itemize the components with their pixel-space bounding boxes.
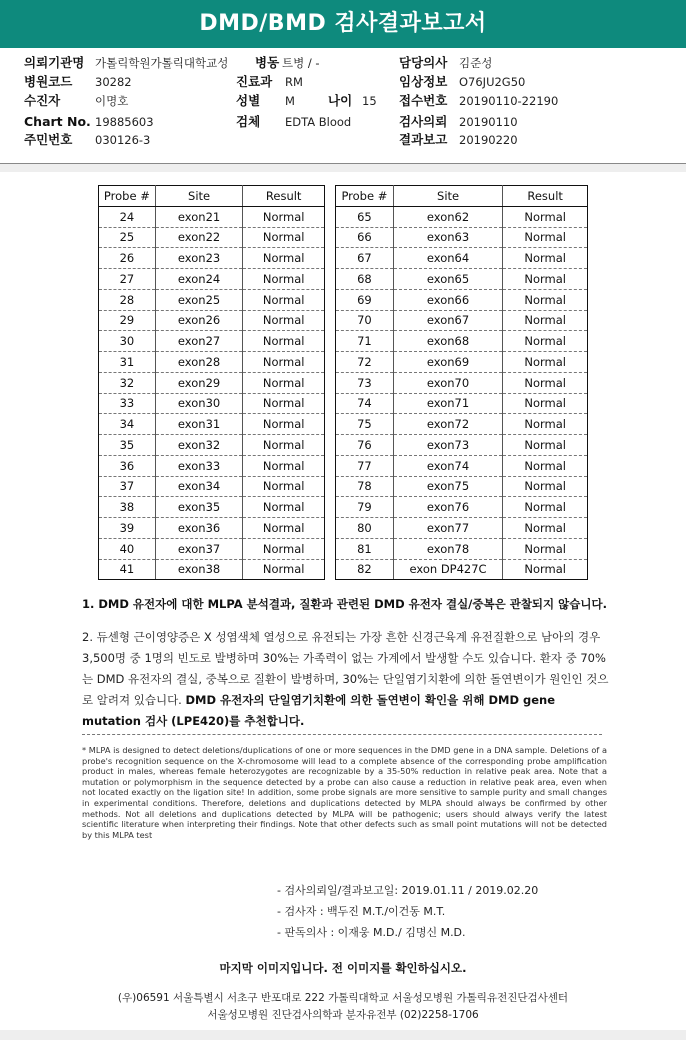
cell-probe: 78: [336, 476, 394, 497]
patient-value: 이명호: [95, 94, 129, 108]
cell-site: exon38: [155, 559, 243, 580]
cell-probe: 69: [336, 289, 394, 310]
table-header-row: [336, 186, 588, 207]
specimen-value: EDTA Blood: [285, 115, 352, 129]
cell-probe: 36: [99, 455, 156, 476]
cell-result: Normal: [503, 518, 588, 539]
cell-probe: 77: [336, 455, 394, 476]
table-row: [336, 455, 588, 476]
table-row: [99, 455, 325, 476]
cell-probe: 70: [336, 310, 394, 331]
cell-result: Normal: [503, 310, 588, 331]
interpretation-text: 2. 듀센형 근이영양증은 X 성염색체 열성으로 유전되는 가장 흔한 신경근육계 유전질환으로 남아의 경우 3,500명 중 1명의 빈도로 발병하며 30%는 가족력이 없는 가계에서 발생할 수도 있습니다. 환자 중 70%는 DMD 유전자의 결실, 중복으로 질환이 발병하며, 30%는 단일염기치환에 의한 돌연변이가 원인인 것으로 알려져 있습니다.: [82, 630, 609, 707]
cell-site: exon24: [155, 269, 243, 290]
address-line-2: 서울성모병원 진단검사의학과 분자유전부 (02)2258-1706: [207, 1009, 479, 1021]
cell-site: exon65: [393, 269, 503, 290]
cell-probe: 31: [99, 352, 156, 373]
cell-result: Normal: [243, 538, 325, 559]
cell-result: Normal: [503, 476, 588, 497]
info-row-5: [0, 130, 686, 150]
cell-site: exon33: [155, 455, 243, 476]
cell-probe: 66: [336, 227, 394, 248]
table-row: [336, 497, 588, 518]
conclusion-note: 1. DMD 유전자에 대한 MLPA 분석결과, 질환과 관련된 DMD 유전자 결실/중복은 관찰되지 않습니다.: [82, 597, 607, 611]
mlpa-disclaimer: * MLPA is designed to detect deletions/duplications of one or more sequences in the DMD gene in a DNA sample. Deletions of a probe's recognition sequence on the X-chromosome will lead to a complete absence of the corresponding probe amplification product in males, whereas female heterozygotes are recognizable by a 35-50% reduction in relative peak area. Note that a mutation or polymorphism in the sequence detected by a probe can also cause a reduction in relative peak area, even when not located exactly on the ligation site! In addition, some probe signals are more sensitive to sample purity and small changes in experimental conditions. Therefore, deletions and duplications detected by MLPA should always be confirmed by other methods. Not all deletions and duplications detected by MLPA will be pathogenic; users should always verify the latest scientific literature when interpreting their findings. Note that other defects such as small point mutations will not be detected by this MLPA test: [82, 745, 607, 840]
institution-value: 가톨릭학원가톨릭대학교성: [95, 56, 229, 70]
cell-site: exon74: [393, 455, 503, 476]
dashed-divider: [82, 734, 602, 735]
cell-site: exon34: [155, 476, 243, 497]
hospital-code-label: 병원코드: [24, 74, 73, 89]
cell-result: Normal: [503, 497, 588, 518]
table-row: [99, 518, 325, 539]
cell-site: exon37: [155, 538, 243, 559]
cell-probe: 76: [336, 435, 394, 456]
table-row: [336, 331, 588, 352]
cell-probe: 28: [99, 289, 156, 310]
table-row: [336, 393, 588, 414]
table-row: [99, 248, 325, 269]
technicians: - 검사자 : 백두진 M.T./이건동 M.T.: [277, 905, 446, 918]
cell-probe: 75: [336, 414, 394, 435]
reading-doctors: - 판독의사 : 이재웅 M.D./ 김명신 M.D.: [277, 926, 466, 939]
cell-site: exon30: [155, 393, 243, 414]
cell-probe: 26: [99, 248, 156, 269]
recommendation-text: DMD 유전자의 단일염기치환에 의한 돌연변이 확인을 위해 DMD gene mutation 검사 (LPE420)를 추천합니다.: [82, 693, 556, 728]
cell-result: Normal: [503, 455, 588, 476]
cell-result: Normal: [243, 310, 325, 331]
cell-result: Normal: [503, 227, 588, 248]
cell-probe: 71: [336, 331, 394, 352]
cell-result: Normal: [503, 248, 588, 269]
info-row-2: [0, 72, 686, 92]
separator-band: [0, 164, 686, 172]
table-row: [99, 393, 325, 414]
table-row: [99, 372, 325, 393]
cell-site: exon71: [393, 393, 503, 414]
probe-table-left-body: [99, 206, 325, 580]
cell-result: Normal: [243, 248, 325, 269]
table-row: [99, 497, 325, 518]
table-row: [336, 414, 588, 435]
cell-result: Normal: [243, 455, 325, 476]
info-row-1: [0, 53, 686, 73]
table-row: [336, 559, 588, 580]
interpretation-note: [82, 627, 612, 732]
table-row: [336, 372, 588, 393]
table-row: [336, 248, 588, 269]
cell-result: Normal: [243, 331, 325, 352]
table-row: [336, 352, 588, 373]
clinical-value: O76JU2G50: [459, 75, 526, 89]
request-label: 검사의뢰: [399, 114, 448, 129]
cell-site: exon66: [393, 289, 503, 310]
doctor-label: 담당의사: [399, 55, 448, 70]
cell-site: exon70: [393, 372, 503, 393]
age-value: 15: [362, 94, 377, 108]
receipt-value: 20190110-22190: [459, 94, 559, 108]
header-probe: Probe #: [336, 186, 394, 207]
cell-probe: 33: [99, 393, 156, 414]
ward-label: 병동: [255, 55, 280, 70]
table-row: [99, 538, 325, 559]
cell-probe: 68: [336, 269, 394, 290]
probe-table-right-body: [336, 206, 588, 580]
table-header-row: [99, 186, 325, 207]
table-row: [99, 559, 325, 580]
cell-site: exon36: [155, 518, 243, 539]
table-row: [336, 435, 588, 456]
table-row: [336, 538, 588, 559]
cell-result: Normal: [243, 289, 325, 310]
table-row: [99, 435, 325, 456]
cell-probe: 29: [99, 310, 156, 331]
cell-site: exon77: [393, 518, 503, 539]
cell-probe: 74: [336, 393, 394, 414]
cell-site: exon63: [393, 227, 503, 248]
cell-site: exon26: [155, 310, 243, 331]
report-title: DMD/BMD 검사결과보고서: [0, 0, 686, 48]
cell-result: Normal: [243, 559, 325, 580]
address-line-1: (우)06591 서울특별시 서초구 반포대로 222 가톨릭대학교 서울성모병원 가톨릭유전진단검사센터: [117, 992, 569, 1004]
cell-site: exon73: [393, 435, 503, 456]
cell-probe: 34: [99, 414, 156, 435]
cell-probe: 38: [99, 497, 156, 518]
cell-probe: 79: [336, 497, 394, 518]
cell-site: exon35: [155, 497, 243, 518]
doctor-value: 김준성: [459, 56, 493, 70]
institution-label: 의뢰기관명: [24, 55, 85, 70]
table-row: [99, 269, 325, 290]
header-site: Site: [155, 186, 243, 207]
cell-site: exon75: [393, 476, 503, 497]
cell-site: exon28: [155, 352, 243, 373]
report-value: 20190220: [459, 133, 518, 147]
table-row: [336, 227, 588, 248]
header-site: Site: [393, 186, 503, 207]
cell-probe: 25: [99, 227, 156, 248]
chart-value: 19885603: [95, 115, 154, 129]
request-value: 20190110: [459, 115, 518, 129]
dept-label: 진료과: [236, 74, 273, 89]
cell-result: Normal: [503, 269, 588, 290]
cell-result: Normal: [243, 372, 325, 393]
cell-site: exon69: [393, 352, 503, 373]
chart-label: Chart No.: [24, 114, 91, 129]
probe-table-right: [335, 185, 588, 580]
report-label: 결과보고: [399, 132, 448, 147]
cell-probe: 27: [99, 269, 156, 290]
cell-result: Normal: [503, 206, 588, 227]
cell-result: Normal: [243, 269, 325, 290]
cell-probe: 41: [99, 559, 156, 580]
cell-probe: 82: [336, 559, 394, 580]
table-row: [99, 206, 325, 227]
cell-site: exon76: [393, 497, 503, 518]
cell-result: Normal: [243, 206, 325, 227]
sex-label: 성별: [236, 93, 261, 108]
cell-probe: 72: [336, 352, 394, 373]
header-probe: Probe #: [99, 186, 156, 207]
specimen-label: 검체: [236, 114, 261, 129]
cell-site: exon78: [393, 538, 503, 559]
info-row-3: [0, 91, 686, 111]
cell-result: Normal: [503, 559, 588, 580]
cell-site: exon21: [155, 206, 243, 227]
cell-site: exon25: [155, 289, 243, 310]
table-row: [99, 289, 325, 310]
clinical-label: 임상정보: [399, 74, 448, 89]
cell-probe: 30: [99, 331, 156, 352]
cell-probe: 80: [336, 518, 394, 539]
cell-result: Normal: [503, 538, 588, 559]
cell-probe: 24: [99, 206, 156, 227]
table-row: [99, 352, 325, 373]
receipt-label: 접수번호: [399, 93, 448, 108]
probe-table-left: [98, 185, 325, 580]
cell-result: Normal: [243, 435, 325, 456]
ward-value: 트병 / -: [282, 56, 320, 70]
cell-probe: 32: [99, 372, 156, 393]
table-row: [336, 310, 588, 331]
dept-value: RM: [285, 75, 303, 89]
table-row: [336, 476, 588, 497]
table-row: [99, 227, 325, 248]
cell-site: exon32: [155, 435, 243, 456]
table-row: [336, 518, 588, 539]
cell-result: Normal: [503, 352, 588, 373]
cell-result: Normal: [243, 352, 325, 373]
cell-result: Normal: [243, 497, 325, 518]
cell-probe: 35: [99, 435, 156, 456]
cell-probe: 40: [99, 538, 156, 559]
cell-site: exon23: [155, 248, 243, 269]
table-row: [336, 206, 588, 227]
header-result: Result: [503, 186, 588, 207]
cell-site: exon68: [393, 331, 503, 352]
table-row: [336, 269, 588, 290]
cell-probe: 65: [336, 206, 394, 227]
report-dates: - 검사의뢰일/결과보고일: 2019.01.11 / 2019.02.20: [277, 884, 539, 897]
cell-site: exon64: [393, 248, 503, 269]
table-row: [99, 414, 325, 435]
cell-probe: 67: [336, 248, 394, 269]
cell-result: Normal: [503, 435, 588, 456]
resident-value: 030126-3: [95, 133, 151, 147]
cell-probe: 81: [336, 538, 394, 559]
sex-value: M: [285, 94, 295, 108]
patient-label: 수진자: [24, 93, 61, 108]
cell-site: exon DP427C: [393, 559, 503, 580]
cell-site: exon72: [393, 414, 503, 435]
cell-site: exon31: [155, 414, 243, 435]
cell-site: exon29: [155, 372, 243, 393]
cell-result: Normal: [243, 393, 325, 414]
cell-site: exon22: [155, 227, 243, 248]
cell-result: Normal: [503, 414, 588, 435]
cell-site: exon62: [393, 206, 503, 227]
final-page-notice: 마지막 이미지입니다. 전 이미지를 확인하십시오.: [219, 961, 467, 975]
cell-result: Normal: [503, 393, 588, 414]
resident-label: 주민번호: [24, 132, 73, 147]
age-label: 나이: [328, 93, 353, 108]
cell-result: Normal: [503, 372, 588, 393]
cell-result: Normal: [243, 227, 325, 248]
cell-result: Normal: [243, 518, 325, 539]
table-row: [99, 476, 325, 497]
cell-site: exon27: [155, 331, 243, 352]
cell-probe: 39: [99, 518, 156, 539]
table-row: [336, 289, 588, 310]
patient-info-panel: [0, 53, 686, 163]
table-row: [99, 310, 325, 331]
cell-result: Normal: [243, 476, 325, 497]
cell-probe: 73: [336, 372, 394, 393]
info-row-4: [0, 112, 686, 132]
cell-result: Normal: [243, 414, 325, 435]
table-row: [99, 331, 325, 352]
cell-result: Normal: [503, 289, 588, 310]
header-result: Result: [243, 186, 325, 207]
bottom-band: [0, 1030, 686, 1040]
hospital-code-value: 30282: [95, 75, 132, 89]
cell-probe: 37: [99, 476, 156, 497]
cell-result: Normal: [503, 331, 588, 352]
cell-site: exon67: [393, 310, 503, 331]
